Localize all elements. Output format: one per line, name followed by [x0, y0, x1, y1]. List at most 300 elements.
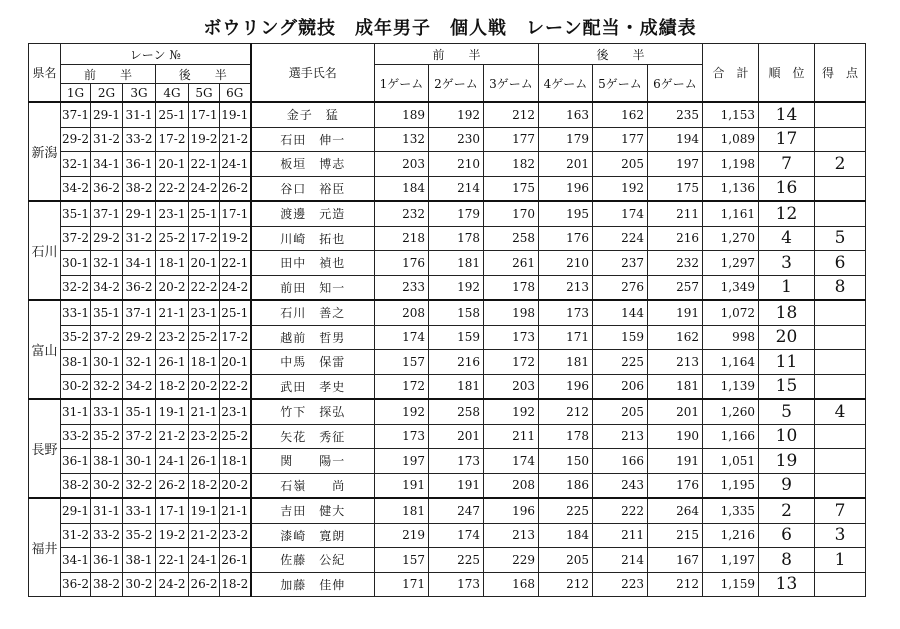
lane-cell: 31-2 — [123, 226, 156, 251]
lane-cell: 35-2 — [61, 325, 91, 350]
points-cell: 8 — [815, 275, 866, 300]
lane-cell: 24-2 — [189, 176, 220, 201]
lane-cell: 25-1 — [189, 201, 220, 226]
game-score: 196 — [484, 498, 539, 523]
game-score: 225 — [539, 498, 593, 523]
lane-cell: 22-2 — [220, 374, 251, 399]
game-score: 173 — [539, 300, 593, 325]
header-lane-3g: 3G — [123, 84, 156, 103]
game-score: 178 — [484, 275, 539, 300]
lane-cell: 22-2 — [189, 275, 220, 300]
lane-cell: 34-2 — [91, 275, 123, 300]
total-score: 1,335 — [703, 498, 759, 523]
header-lane-4g: 4G — [156, 84, 189, 103]
lane-cell: 29-2 — [91, 226, 123, 251]
lane-cell: 33-2 — [61, 424, 91, 449]
points-cell — [815, 350, 866, 375]
game-score: 213 — [539, 275, 593, 300]
lane-cell: 33-2 — [91, 523, 123, 548]
points-cell — [815, 374, 866, 399]
game-score: 205 — [593, 152, 648, 177]
prefecture-cell: 新潟 — [29, 102, 61, 201]
game-score: 264 — [648, 498, 703, 523]
lane-cell: 31-2 — [61, 523, 91, 548]
rank-cell: 4 — [759, 226, 815, 251]
game-score: 192 — [375, 399, 429, 424]
header-lane-5g: 5G — [189, 84, 220, 103]
header-player-name: 選手氏名 — [251, 44, 375, 103]
game-score: 214 — [593, 548, 648, 573]
lane-cell: 37-2 — [123, 424, 156, 449]
lane-cell: 37-1 — [61, 102, 91, 127]
table-row — [29, 572, 866, 597]
lane-cell: 36-2 — [91, 176, 123, 201]
player-name: 石嶺 尚 — [251, 473, 375, 498]
lane-cell: 33-1 — [91, 399, 123, 424]
game-score: 192 — [429, 275, 484, 300]
table-row — [29, 523, 866, 548]
header-lane-1g: 1G — [61, 84, 91, 103]
game-score: 184 — [375, 176, 429, 201]
game-score: 184 — [539, 523, 593, 548]
rank-cell: 1 — [759, 275, 815, 300]
total-score: 1,349 — [703, 275, 759, 300]
total-score: 1,136 — [703, 176, 759, 201]
player-name: 前田 知一 — [251, 275, 375, 300]
lane-cell: 33-1 — [61, 300, 91, 325]
lane-cell: 19-1 — [189, 498, 220, 523]
table-row — [29, 176, 866, 201]
lane-cell: 37-1 — [123, 300, 156, 325]
game-score: 194 — [648, 127, 703, 152]
game-score: 176 — [375, 251, 429, 276]
game-score: 168 — [484, 572, 539, 597]
lane-cell: 36-1 — [91, 548, 123, 573]
game-score: 225 — [429, 548, 484, 573]
header-rank: 順 位 — [759, 44, 815, 103]
game-score: 213 — [484, 523, 539, 548]
game-score: 174 — [375, 325, 429, 350]
game-score: 162 — [648, 325, 703, 350]
header-lane: レーン № — [61, 44, 251, 65]
header-first-half-games: 前 半 — [375, 44, 539, 65]
rank-cell: 6 — [759, 523, 815, 548]
lane-cell: 32-2 — [123, 473, 156, 498]
lane-cell: 17-1 — [189, 102, 220, 127]
game-score: 232 — [648, 251, 703, 276]
rank-cell: 13 — [759, 572, 815, 597]
game-score: 210 — [539, 251, 593, 276]
table-row — [29, 424, 866, 449]
lane-cell: 30-2 — [123, 572, 156, 597]
table-row — [29, 201, 866, 226]
lane-cell: 17-2 — [189, 226, 220, 251]
game-score: 182 — [484, 152, 539, 177]
lane-cell: 34-2 — [61, 176, 91, 201]
game-score: 162 — [593, 102, 648, 127]
game-score: 261 — [484, 251, 539, 276]
game-score: 201 — [429, 424, 484, 449]
table-row — [29, 350, 866, 375]
lane-cell: 19-2 — [220, 226, 251, 251]
lane-cell: 19-2 — [156, 523, 189, 548]
lane-cell: 35-1 — [91, 300, 123, 325]
player-name: 中馬 保雷 — [251, 350, 375, 375]
game-score: 197 — [375, 449, 429, 474]
game-score: 179 — [539, 127, 593, 152]
lane-cell: 37-2 — [61, 226, 91, 251]
game-score: 170 — [484, 201, 539, 226]
game-score: 192 — [484, 399, 539, 424]
game-score: 213 — [593, 424, 648, 449]
lane-cell: 35-1 — [61, 201, 91, 226]
lane-cell: 21-1 — [189, 399, 220, 424]
table-row — [29, 374, 866, 399]
game-score: 192 — [593, 176, 648, 201]
total-score: 1,270 — [703, 226, 759, 251]
lane-cell: 33-1 — [123, 498, 156, 523]
points-cell — [815, 102, 866, 127]
game-score: 205 — [539, 548, 593, 573]
game-score: 158 — [429, 300, 484, 325]
rank-cell: 7 — [759, 152, 815, 177]
points-cell — [815, 424, 866, 449]
total-score: 1,198 — [703, 152, 759, 177]
lane-cell: 18-1 — [156, 251, 189, 276]
game-score: 211 — [484, 424, 539, 449]
rank-cell: 17 — [759, 127, 815, 152]
game-score: 157 — [375, 350, 429, 375]
game-score: 166 — [593, 449, 648, 474]
game-score: 174 — [484, 449, 539, 474]
game-score: 191 — [648, 449, 703, 474]
game-score: 276 — [593, 275, 648, 300]
game-score: 235 — [648, 102, 703, 127]
lane-cell: 23-1 — [220, 399, 251, 424]
lane-cell: 24-2 — [156, 572, 189, 597]
table-row — [29, 127, 866, 152]
total-score: 1,159 — [703, 572, 759, 597]
header-second-half-games: 後 半 — [539, 44, 703, 65]
total-score: 1,164 — [703, 350, 759, 375]
lane-cell: 26-1 — [220, 548, 251, 573]
lane-cell: 23-2 — [189, 424, 220, 449]
game-score: 203 — [484, 374, 539, 399]
results-body — [29, 102, 866, 597]
game-score: 179 — [429, 201, 484, 226]
points-cell: 5 — [815, 226, 866, 251]
lane-cell: 36-1 — [123, 152, 156, 177]
game-score: 215 — [648, 523, 703, 548]
lane-cell: 21-2 — [189, 523, 220, 548]
points-cell — [815, 473, 866, 498]
player-name: 石田 伸一 — [251, 127, 375, 152]
player-name: 石川 善之 — [251, 300, 375, 325]
lane-cell: 30-1 — [91, 350, 123, 375]
game-score: 144 — [593, 300, 648, 325]
game-score: 208 — [484, 473, 539, 498]
header-game-2: 2ゲーム — [429, 65, 484, 103]
lane-cell: 34-1 — [123, 251, 156, 276]
player-name: 金子 猛 — [251, 102, 375, 127]
lane-cell: 29-2 — [61, 127, 91, 152]
game-score: 181 — [429, 374, 484, 399]
lane-cell: 29-2 — [123, 325, 156, 350]
lane-cell: 34-1 — [91, 152, 123, 177]
header-lane-6g: 6G — [220, 84, 251, 103]
game-score: 189 — [375, 102, 429, 127]
header-prefecture: 県名 — [29, 44, 61, 103]
game-score: 175 — [484, 176, 539, 201]
game-score: 157 — [375, 548, 429, 573]
header-game-1: 1ゲーム — [375, 65, 429, 103]
player-name: 川崎 拓也 — [251, 226, 375, 251]
lane-cell: 19-2 — [189, 127, 220, 152]
lane-cell: 26-2 — [220, 176, 251, 201]
game-score: 159 — [429, 325, 484, 350]
game-score: 258 — [429, 399, 484, 424]
points-cell: 2 — [815, 152, 866, 177]
game-score: 173 — [429, 449, 484, 474]
lane-cell: 17-1 — [156, 498, 189, 523]
total-score: 1,139 — [703, 374, 759, 399]
lane-cell: 31-1 — [61, 399, 91, 424]
table-row — [29, 152, 866, 177]
game-score: 191 — [375, 473, 429, 498]
lane-cell: 38-1 — [123, 548, 156, 573]
rank-cell: 11 — [759, 350, 815, 375]
game-score: 176 — [648, 473, 703, 498]
header-lane-first-half: 前 半 — [61, 65, 156, 84]
rank-cell: 14 — [759, 102, 815, 127]
lane-cell: 18-2 — [220, 572, 251, 597]
points-cell: 1 — [815, 548, 866, 573]
lane-cell: 22-1 — [220, 251, 251, 276]
game-score: 171 — [375, 572, 429, 597]
lane-cell: 38-2 — [123, 176, 156, 201]
game-score: 178 — [539, 424, 593, 449]
lane-cell: 32-1 — [61, 152, 91, 177]
lane-cell: 23-2 — [220, 523, 251, 548]
lane-cell: 36-2 — [123, 275, 156, 300]
game-score: 174 — [593, 201, 648, 226]
game-score: 212 — [539, 399, 593, 424]
points-cell — [815, 449, 866, 474]
game-score: 216 — [648, 226, 703, 251]
game-score: 233 — [375, 275, 429, 300]
rank-cell: 15 — [759, 374, 815, 399]
game-score: 216 — [429, 350, 484, 375]
page-title: ボウリング競技 成年男子 個人戦 レーン配当・成績表 — [203, 18, 697, 39]
game-score: 173 — [484, 325, 539, 350]
total-score: 1,161 — [703, 201, 759, 226]
lane-cell: 31-1 — [91, 498, 123, 523]
total-score: 998 — [703, 325, 759, 350]
player-name: 武田 孝史 — [251, 374, 375, 399]
points-cell — [815, 176, 866, 201]
lane-cell: 25-1 — [156, 102, 189, 127]
lane-cell: 25-2 — [220, 424, 251, 449]
lane-cell: 32-1 — [123, 350, 156, 375]
player-name: 板垣 博志 — [251, 152, 375, 177]
game-score: 172 — [484, 350, 539, 375]
game-score: 230 — [429, 127, 484, 152]
game-score: 247 — [429, 498, 484, 523]
points-cell — [815, 325, 866, 350]
rank-cell: 9 — [759, 473, 815, 498]
game-score: 212 — [539, 572, 593, 597]
game-score: 196 — [539, 176, 593, 201]
lane-cell: 26-2 — [189, 572, 220, 597]
player-name: 矢花 秀征 — [251, 424, 375, 449]
game-score: 197 — [648, 152, 703, 177]
game-score: 192 — [429, 102, 484, 127]
game-score: 243 — [593, 473, 648, 498]
game-score: 201 — [539, 152, 593, 177]
game-score: 229 — [484, 548, 539, 573]
game-score: 181 — [539, 350, 593, 375]
total-score: 1,051 — [703, 449, 759, 474]
lane-cell: 32-1 — [91, 251, 123, 276]
game-score: 211 — [593, 523, 648, 548]
game-score: 163 — [539, 102, 593, 127]
header-game-5: 5ゲーム — [593, 65, 648, 103]
lane-cell: 33-2 — [123, 127, 156, 152]
game-score: 205 — [593, 399, 648, 424]
lane-cell: 24-1 — [220, 152, 251, 177]
total-score: 1,166 — [703, 424, 759, 449]
lane-cell: 24-2 — [220, 275, 251, 300]
header-lane-second-half: 後 半 — [156, 65, 251, 84]
game-score: 190 — [648, 424, 703, 449]
table-row — [29, 325, 866, 350]
table-row — [29, 102, 866, 127]
player-name: 佐藤 公紀 — [251, 548, 375, 573]
player-name: 渡邊 元造 — [251, 201, 375, 226]
lane-cell: 18-2 — [189, 473, 220, 498]
rank-cell: 8 — [759, 548, 815, 573]
prefecture-cell: 長野 — [29, 399, 61, 498]
lane-cell: 32-2 — [61, 275, 91, 300]
lane-cell: 22-2 — [156, 176, 189, 201]
header-lane-2g: 2G — [91, 84, 123, 103]
game-score: 181 — [375, 498, 429, 523]
points-cell: 4 — [815, 399, 866, 424]
lane-cell: 21-1 — [156, 300, 189, 325]
lane-cell: 24-1 — [156, 449, 189, 474]
rank-cell: 12 — [759, 201, 815, 226]
table-row — [29, 275, 866, 300]
player-name: 竹下 探弘 — [251, 399, 375, 424]
header-game-6: 6ゲーム — [648, 65, 703, 103]
game-score: 225 — [593, 350, 648, 375]
lane-cell: 29-1 — [91, 102, 123, 127]
lane-cell: 20-1 — [189, 251, 220, 276]
game-score: 150 — [539, 449, 593, 474]
rank-cell: 18 — [759, 300, 815, 325]
game-score: 211 — [648, 201, 703, 226]
game-score: 177 — [484, 127, 539, 152]
table-row — [29, 473, 866, 498]
table-row — [29, 251, 866, 276]
lane-cell: 20-2 — [220, 473, 251, 498]
lane-cell: 37-2 — [91, 325, 123, 350]
game-score: 214 — [429, 176, 484, 201]
player-name: 加藤 佳伸 — [251, 572, 375, 597]
results-table — [28, 43, 866, 597]
game-score: 181 — [429, 251, 484, 276]
lane-cell: 25-2 — [156, 226, 189, 251]
total-score: 1,089 — [703, 127, 759, 152]
points-cell — [815, 572, 866, 597]
game-score: 219 — [375, 523, 429, 548]
points-cell — [815, 300, 866, 325]
points-cell: 7 — [815, 498, 866, 523]
lane-cell: 20-1 — [220, 350, 251, 375]
lane-cell: 34-1 — [61, 548, 91, 573]
game-score: 173 — [375, 424, 429, 449]
table-row — [29, 399, 866, 424]
total-score: 1,260 — [703, 399, 759, 424]
game-score: 258 — [484, 226, 539, 251]
game-score: 181 — [648, 374, 703, 399]
game-score: 178 — [429, 226, 484, 251]
game-score: 223 — [593, 572, 648, 597]
lane-cell: 35-2 — [123, 523, 156, 548]
lane-cell: 23-1 — [189, 300, 220, 325]
lane-cell: 30-2 — [61, 374, 91, 399]
lane-cell: 24-1 — [189, 548, 220, 573]
game-score: 232 — [375, 201, 429, 226]
rank-cell: 20 — [759, 325, 815, 350]
player-name: 漆崎 寛朗 — [251, 523, 375, 548]
game-score: 176 — [539, 226, 593, 251]
total-score: 1,153 — [703, 102, 759, 127]
lane-cell: 22-1 — [189, 152, 220, 177]
game-score: 222 — [593, 498, 648, 523]
player-name: 谷口 裕臣 — [251, 176, 375, 201]
lane-cell: 20-2 — [189, 374, 220, 399]
total-score: 1,197 — [703, 548, 759, 573]
player-name: 吉田 健大 — [251, 498, 375, 523]
lane-cell: 22-1 — [156, 548, 189, 573]
lane-cell: 30-2 — [91, 473, 123, 498]
lane-cell: 26-1 — [189, 449, 220, 474]
prefecture-cell: 石川 — [29, 201, 61, 300]
game-score: 132 — [375, 127, 429, 152]
header-game-4: 4ゲーム — [539, 65, 593, 103]
total-score: 1,072 — [703, 300, 759, 325]
game-score: 257 — [648, 275, 703, 300]
game-score: 191 — [429, 473, 484, 498]
game-score: 206 — [593, 374, 648, 399]
game-score: 175 — [648, 176, 703, 201]
lane-cell: 17-2 — [156, 127, 189, 152]
game-score: 186 — [539, 473, 593, 498]
prefecture-cell: 福井 — [29, 498, 61, 597]
table-row — [29, 548, 866, 573]
lane-cell: 20-1 — [156, 152, 189, 177]
game-score: 173 — [429, 572, 484, 597]
lane-cell: 29-1 — [61, 498, 91, 523]
total-score: 1,195 — [703, 473, 759, 498]
lane-cell: 36-2 — [61, 572, 91, 597]
lane-cell: 30-1 — [123, 449, 156, 474]
rank-cell: 5 — [759, 399, 815, 424]
lane-cell: 23-1 — [156, 201, 189, 226]
game-score: 191 — [648, 300, 703, 325]
lane-cell: 25-1 — [220, 300, 251, 325]
